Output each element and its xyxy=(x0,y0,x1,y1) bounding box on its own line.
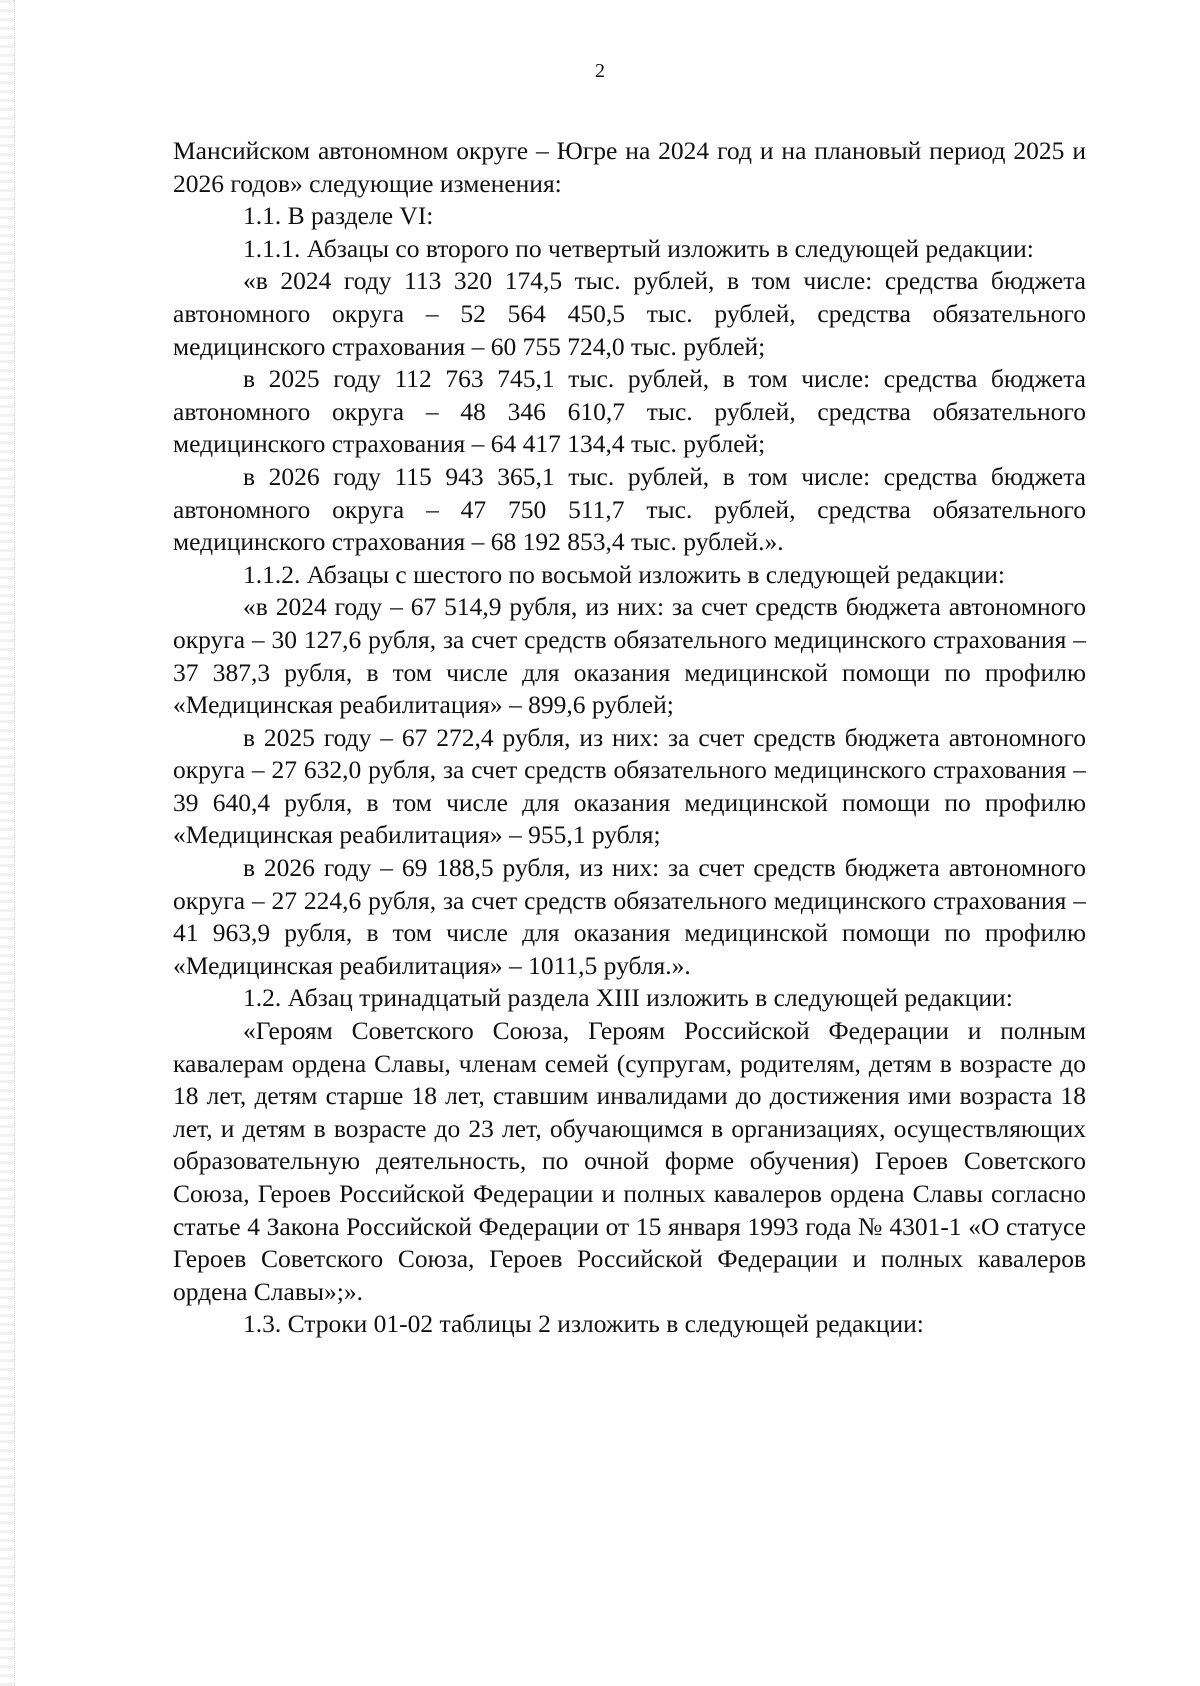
paragraph-intro: Мансийском автономном округе – Югре на 2024 год и на плановый период 2025 и 2026 годов» следующие изменения: xyxy=(173,136,1086,198)
page-number: 2 xyxy=(595,60,605,82)
document-body xyxy=(173,135,1086,1341)
paragraph-section-1-2: 1.2. Абзац тринадцатый раздела XIII изложить в следующей редакции: xyxy=(243,983,1013,1013)
paragraph-budget-2026: в 2026 году 115 943 365,1 тыс. рублей, в том числе: средства бюджета автономного округа – 47 750 511,7 тыс. рублей, средства обязательного медицинского страхования – 68 192 853,4 тыс. рублей.». xyxy=(173,461,1086,557)
paragraph-section-1-1-1: 1.1.1. Абзацы со второго по четвертый изложить в следующей редакции: xyxy=(243,233,1034,263)
paragraph-budget-2025: в 2025 году 112 763 745,1 тыс. рублей, в том числе: средства бюджета автономного округа – 48 346 610,7 тыс. рублей, средства обязательного медицинского страхования – 64 417 134,4 тыс. рублей; xyxy=(173,364,1086,459)
paragraph-section-1-1: 1.1. В разделе VI: xyxy=(243,201,434,231)
paragraph-per-capita-2026: в 2026 году – 69 188,5 рубля, из них: за счет средств бюджета автономного округа – 27 224,6 рубля, за счет средств обязательного медицинского страхования – 41 963,9 рубля, в том числе для оказания медицинской помощи по профилю «Медицинская реабилитация» – 1011,5 рубля.». xyxy=(173,853,1086,980)
paragraph-section-1-1-2: 1.1.2. Абзацы с шестого по восьмой изложить в следующей редакции: xyxy=(243,559,1005,589)
scan-edge-artifact xyxy=(0,0,15,1686)
paragraph-per-capita-2024: «в 2024 году – 67 514,9 рубля, из них: за счет средств бюджета автономного округа – 30 127,6 рубля, за счет средств обязательного медицинского страхования – 37 387,3 рубля, в том числе для оказания медицинской помощи по профилю «Медицинская реабилитация» – 899,6 рублей; xyxy=(173,592,1086,720)
paragraph-per-capita-2025: в 2025 году – 67 272,4 рубля, из них: за счет средств бюджета автономного округа – 27 632,0 рубля, за счет средств обязательного медицинского страхования – 39 640,4 рубля, в том числе для оказания медицинской помощи по профилю «Медицинская реабилитация» – 955,1 рубля; xyxy=(173,722,1086,850)
paragraph-section-1-3: 1.3. Строки 01-02 таблицы 2 изложить в следующей редакции: xyxy=(243,1309,924,1339)
paragraph-heroes: «Героям Советского Союза, Героям Российской Федерации и полным кавалерам ордена Славы, членам семей (супругам, родителям, детям в возрасте до 18 лет, детям старше 18 лет, ставшим инвалидами до достижения ими возраста 18 лет, и детям в возрасте до 23 лет, обучающимся в организациях, осуществляющих образовательную деятельность, по очной форме обучения) Героев Советского Союза, Героев Российской Федерации и полных кавалеров ордена Славы согласно статье 4 Закона Российской Федерации от 15 января 1993 года № 4301-1 «О статусе Героев Советского Союза, Героев Российской Федерации и полных кавалеров ордена Славы»;». xyxy=(173,1016,1086,1306)
paragraph-budget-2024: «в 2024 году 113 320 174,5 тыс. рублей, в том числе: средства бюджета автономного округа – 52 564 450,5 тыс. рублей, средства обязательного медицинского страхования – 60 755 724,0 тыс. рублей; xyxy=(173,266,1086,361)
